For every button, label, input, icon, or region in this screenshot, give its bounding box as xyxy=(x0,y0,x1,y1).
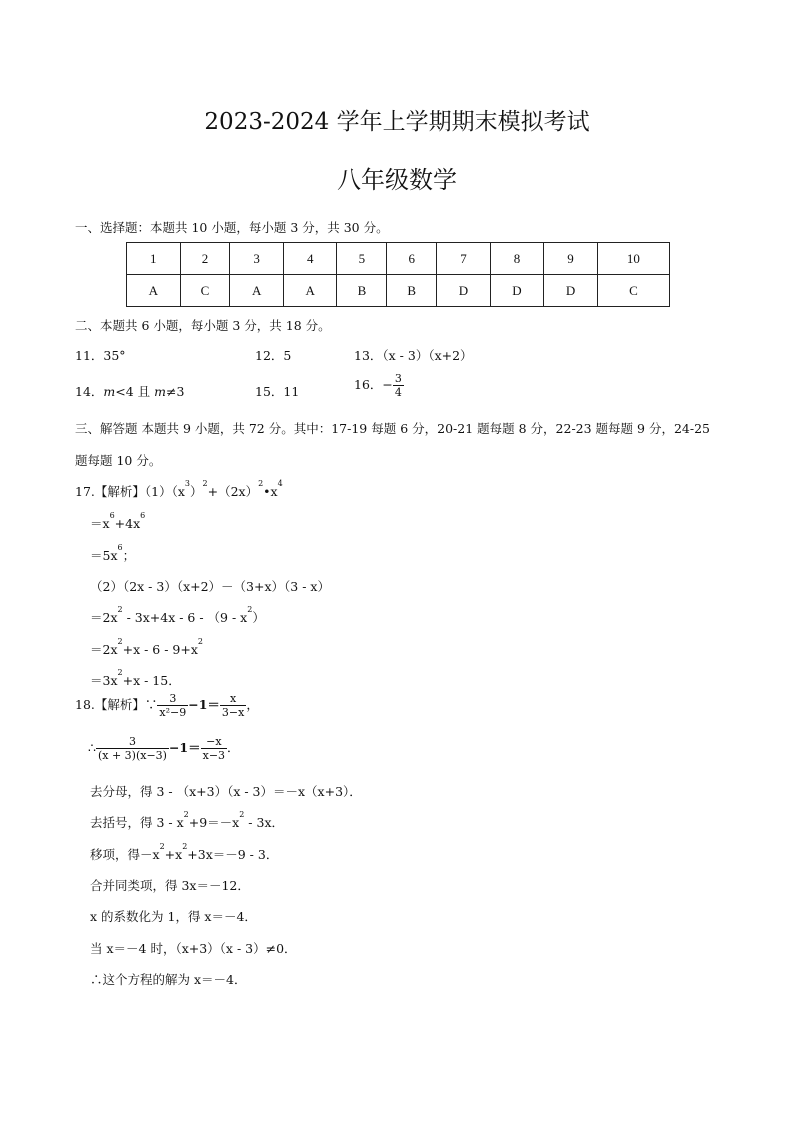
text: ； xyxy=(122,548,136,563)
table-cell: 6 xyxy=(387,243,437,275)
text: ＝x xyxy=(90,516,110,531)
section3-heading-line2: 题每题 10 分。 xyxy=(75,453,162,468)
denominator: x−3 xyxy=(202,749,226,762)
answer-table xyxy=(126,242,670,307)
answer-16 xyxy=(354,372,404,399)
text: •x xyxy=(263,484,278,499)
q17-line1 xyxy=(75,479,283,500)
exponent: 2 xyxy=(247,605,253,614)
table-cell: D xyxy=(437,275,491,307)
text: ） xyxy=(189,484,203,499)
table-cell: 8 xyxy=(490,243,544,275)
exponent: 6 xyxy=(140,511,146,520)
exponent: 6 xyxy=(117,543,123,552)
denominator: 3−x xyxy=(221,706,245,719)
text: 移项，得－x xyxy=(90,847,160,862)
answer-11: 11．35° xyxy=(75,348,126,363)
table-cell: C xyxy=(180,275,230,307)
table-cell: 5 xyxy=(337,243,387,275)
q18-line4 xyxy=(90,810,285,831)
section1-heading: 一、选择题：本题共 10 小题，每小题 3 分，共 30 分。 xyxy=(75,220,389,235)
q17-line4: （2）（2x - 3）（x+2）－（3+x）（3 - x） xyxy=(90,579,330,594)
table-cell: 7 xyxy=(437,243,491,275)
text: ， xyxy=(246,697,259,712)
exponent: 3 xyxy=(184,479,190,488)
section2-heading: 二、本题共 6 小题，每小题 3 分，共 18 分。 xyxy=(75,318,331,333)
q17-line5 xyxy=(90,605,265,626)
text: +3x＝－9 - 3． xyxy=(187,847,279,862)
text: ． xyxy=(227,740,240,755)
table-cell: 9 xyxy=(544,243,598,275)
text: ＝5x xyxy=(90,548,118,563)
exponent: 2 xyxy=(183,810,189,819)
q18-line1 xyxy=(75,692,259,719)
text: - 3x． xyxy=(244,815,285,830)
variable: m xyxy=(154,384,166,399)
numerator: x xyxy=(220,692,246,706)
exponent: 2 xyxy=(159,842,165,851)
q18-line6: 合并同类项，得 3x＝－12． xyxy=(90,878,250,893)
text: +x - 15． xyxy=(122,673,181,688)
numerator: 3 xyxy=(394,372,402,385)
fraction xyxy=(157,692,188,719)
text: ＝2x xyxy=(90,642,118,657)
text: ∴ xyxy=(88,740,96,755)
text: <4 且 xyxy=(115,384,155,399)
q18-line2 xyxy=(88,735,240,762)
text: −1＝ xyxy=(168,740,201,755)
text: 18.【解析】∵ xyxy=(75,697,158,712)
denominator: x²−9 xyxy=(159,706,187,719)
q17-line3 xyxy=(90,543,136,564)
table-cell: A xyxy=(283,275,337,307)
text: +4x xyxy=(114,516,141,531)
table-cell: 1 xyxy=(127,243,181,275)
q18-line5 xyxy=(90,842,279,863)
q18-line9: ∴这个方程的解为 x＝－4． xyxy=(90,972,247,987)
table-cell: C xyxy=(597,275,669,307)
numerator: 3 xyxy=(157,692,188,706)
page-title: 2023-2024 学年上学期期末模拟考试 xyxy=(204,109,590,135)
variable: m xyxy=(103,384,116,399)
table-cell: D xyxy=(490,275,544,307)
answer-15: 15．11 xyxy=(255,384,300,399)
text: 17.【解析】（1）（x xyxy=(75,484,185,499)
page-subtitle: 八年级数学 xyxy=(337,166,457,194)
exponent: 2 xyxy=(202,479,208,488)
q18-line7: x 的系数化为 1，得 x＝－4． xyxy=(90,909,257,924)
q17-line6 xyxy=(90,637,203,658)
text: ＝3x xyxy=(90,673,118,688)
table-cell: D xyxy=(544,275,598,307)
answer-13: 13．（x - 3）（x+2） xyxy=(354,348,473,363)
table-cell: 2 xyxy=(180,243,230,275)
text: +x xyxy=(164,847,183,862)
fraction xyxy=(96,735,169,762)
q17-line7 xyxy=(90,668,181,689)
table-cell: B xyxy=(387,275,437,307)
text: 14． xyxy=(75,384,104,399)
table-cell: 10 xyxy=(597,243,669,275)
fraction xyxy=(393,372,404,399)
fraction xyxy=(201,735,227,762)
text: +9＝－x xyxy=(188,815,240,830)
q18-line8: 当 x＝－4 时，（x+3）（x - 3）≠0． xyxy=(90,941,297,956)
text: ） xyxy=(252,610,265,625)
text: - 3x+4x - 6 - （9 - x xyxy=(122,610,248,625)
denominator: 4 xyxy=(394,386,402,399)
text: ≠3 xyxy=(166,384,185,399)
table-cell: A xyxy=(127,275,181,307)
text: ＝2x xyxy=(90,610,118,625)
section3-heading-line1: 三、解答题 本题共 9 小题，共 72 分。其中：17-19 每题 6 分，20-21 题每题 8 分，22-23 题每题 9 分，24-25 xyxy=(75,421,710,436)
table-cell: 4 xyxy=(283,243,337,275)
text: 去括号，得 3 - x xyxy=(90,815,184,830)
exponent: 2 xyxy=(182,842,188,851)
text: −1＝ xyxy=(188,697,220,712)
denominator: (x + 3)(x−3) xyxy=(97,749,167,762)
q17-line2 xyxy=(90,511,146,532)
answer-12: 12．5 xyxy=(255,348,292,363)
minus-sign: − xyxy=(382,377,393,392)
numerator: −x xyxy=(201,735,227,749)
table-cell: A xyxy=(230,275,284,307)
q18-line3: 去分母，得 3 - （x+3）（x - 3）＝－x（x+3）． xyxy=(90,784,362,799)
answer-table-answer-row xyxy=(127,275,670,307)
text: 16． xyxy=(354,377,383,392)
table-cell: B xyxy=(337,275,387,307)
fraction xyxy=(220,692,246,719)
exponent: 2 xyxy=(117,605,123,614)
exponent: 2 xyxy=(239,810,245,819)
exponent: 2 xyxy=(197,637,203,646)
exponent: 4 xyxy=(277,479,283,488)
answer-table-number-row xyxy=(127,243,670,275)
table-cell: 3 xyxy=(230,243,284,275)
text: +x - 6 - 9+x xyxy=(122,642,198,657)
exponent: 2 xyxy=(117,637,123,646)
exponent: 2 xyxy=(117,668,123,677)
text: +（2x） xyxy=(207,484,259,499)
numerator: 3 xyxy=(96,735,169,749)
answer-14 xyxy=(75,382,184,400)
exponent: 6 xyxy=(109,511,115,520)
exponent: 2 xyxy=(258,479,264,488)
